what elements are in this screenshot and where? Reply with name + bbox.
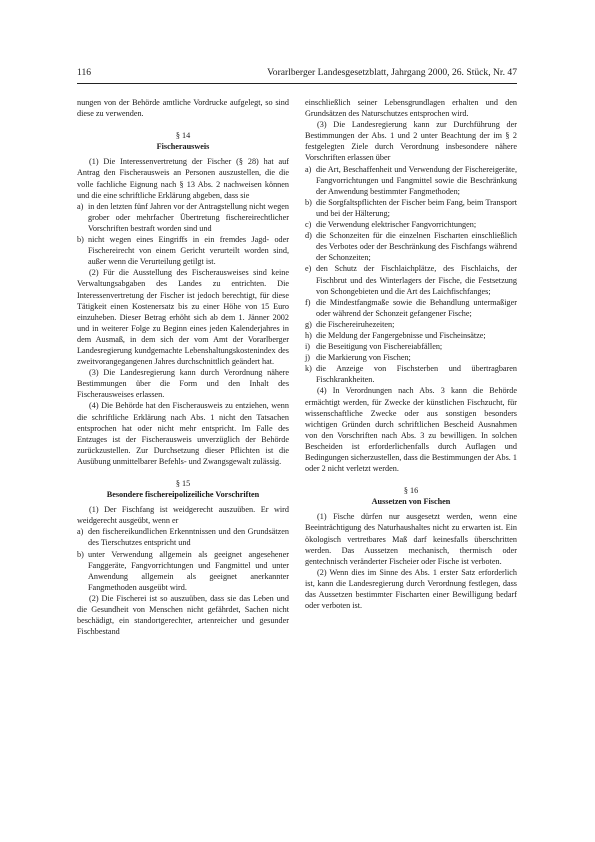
paragraph: einschließlich seiner Lebensgrundlagen erhalten und den Grundsätzen des Naturschutzes entsprochen wird.	[305, 98, 517, 119]
section-title: Fischerausweis	[156, 142, 210, 152]
list-key: b)	[77, 235, 84, 245]
list-item	[305, 197, 517, 219]
list-text: in den letzten fünf Jahren vor der Antragstellung nicht wegen grober oder mehrfacher Übertretung fischereirechtlicher Vorschriften bestraft worden sind und	[88, 201, 289, 233]
page-header	[77, 67, 517, 79]
list-text: die Fischereiruhezeiten;	[316, 319, 395, 329]
list-key: h)	[305, 330, 312, 340]
list-item	[77, 201, 289, 234]
list-text: die Anzeige von Fischsterben und übertragbaren Fischkrankheiten.	[316, 364, 517, 385]
list-text: die Sorgfaltspflichten der Fischer beim Fang, beim Transport und bei der Hälterung;	[316, 197, 517, 218]
list-item	[305, 352, 517, 363]
list-key: j)	[305, 353, 311, 363]
paragraph: (1) Der Fischfang ist weidgerecht auszuüben. Er wird weidgerecht ausgeübt, wenn er	[77, 505, 289, 526]
list-key: a)	[77, 527, 84, 537]
right-column	[305, 97, 517, 611]
paragraph: (3) Die Landesregierung kann zur Durchführung der Bestimmungen der Abs. 1 und 2 unter Beachtung der im § 2 festgelegten Ziele durch Verordnung insbesondere nähere Vorschriften erlassen über	[305, 120, 517, 163]
paragraph: (4) In Verordnungen nach Abs. 3 kann die Behörde ermächtigt werden, für Zwecke der künstlichen Fischzucht, für wissenschaftliche Zwecke oder aus sonstigen besonders wichtigen Gründen durch schriftlichen Bescheid Ausnahmen von den Vorschriften nach Abs. 3 zu bewilligen. In solchen Bescheiden ist erforderlichenfalls durch Auflagen und Bedingungen sicherzustellen, dass die Bestimmungen der Abs. 1 oder 2 nicht verletzt werden.	[305, 386, 517, 474]
header-rule	[77, 83, 517, 84]
list-key: f)	[305, 297, 311, 307]
list-text: die Art, Beschaffenheit und Verwendung der Fischereigeräte, Fangvorrichtungen und Fangmittel sowie die Beschränkung der Anwendung bestimmter Fangmethoden;	[316, 164, 517, 196]
section-number: § 14	[175, 131, 191, 141]
list-item	[305, 263, 517, 296]
list-item	[305, 164, 517, 197]
paragraph: nungen von der Behörde amtliche Vordrucke aufgelegt, so sind diese zu verwenden.	[77, 98, 289, 119]
paragraph: (4) Die Behörde hat den Fischerausweis zu entziehen, wenn die schriftliche Erklärung nach Abs. 1 nicht den Tatsachen entsprochen hat oder nicht mehr entspricht. Im Falle des Entzuges ist der Fischerausweis unverzüglich der Behörde zurückzustellen. Zur Durchsetzung dieser Pflichten ist die Ausübung unmittelbarer Befehls- und Zwangsgewalt zulässig.	[77, 401, 289, 466]
list-item	[305, 219, 517, 230]
paragraph: (2) Wenn dies im Sinne des Abs. 1 erster Satz erforderlich ist, kann die Landesregierung durch Verordnung festlegen, dass das Aussetzen bestimmter Fischarten einer Bewilligung bedarf oder verboten ist.	[305, 567, 517, 611]
left-column	[77, 97, 289, 637]
running-title: Vorarlberger Landesgesetzblatt, Jahrgang 2000, 26. Stück, Nr. 47	[267, 67, 517, 78]
list-key: a)	[77, 201, 84, 211]
list-item	[305, 330, 517, 341]
section-heading	[77, 478, 289, 500]
section-heading	[77, 130, 289, 152]
section-number: § 15	[175, 479, 191, 488]
section-title: Besondere fischereipolizeiliche Vorschriften	[106, 490, 260, 500]
list-item	[77, 234, 289, 267]
list-item	[77, 526, 289, 548]
paragraph: (2) Die Fischerei ist so auszuüben, dass sie das Leben und die Gesundheit von Menschen nicht gefährdet, Sachen nicht beschädigt, ein standortgerechter, artenreicher und gesunder Fischbestand	[77, 593, 289, 637]
list-text: die Beseitigung von Fischereiabfällen;	[316, 342, 443, 352]
page-number: 116	[77, 67, 92, 78]
list-key: a)	[305, 164, 312, 174]
list-key: i)	[305, 342, 311, 352]
list-item	[77, 549, 289, 593]
section-heading	[305, 485, 517, 507]
list-text: die Verwendung elektrischer Fangvorrichtungen;	[316, 220, 477, 230]
list-key: b)	[305, 197, 312, 207]
list-text: die Schonzeiten für die einzelnen Fischarten einschließlich des Verbotes oder der Beschränkung des Fischfangs während der Schonzeiten;	[316, 231, 517, 263]
paragraph: (1) Fische dürfen nur ausgesetzt werden, wenn eine Beeinträchtigung des Naturhaushaltes nicht zu erwarten ist. Ein ökologisch vertretbares Maß darf keinesfalls überschritten werden. Das Aussetzen mechanisch, thermisch oder gentechnisch veränderter Fischeier oder Fische ist verboten.	[305, 512, 517, 566]
list-key: b)	[77, 549, 84, 559]
list-text: den fischereikundlichen Erkenntnissen und den Grundsätzen des Tierschutzes entspricht und	[88, 527, 289, 548]
list-item	[305, 297, 517, 319]
list-key: d)	[305, 231, 312, 241]
list-key: g)	[305, 319, 312, 329]
list-text: unter Verwendung allgemein als geeignet angesehener Fanggeräte, Fangvorrichtungen und Fangmittel und unter Anwendung allgemein als geeignet anerkannter Fangmethoden ausgeübt wird.	[88, 549, 289, 592]
list-item	[305, 341, 517, 352]
paragraph: (2) Für die Ausstellung des Fischerausweises sind keine Verwaltungsabgaben des Landes zu entrichten. Die Interessenvertretung der Fischer ist jedoch berechtigt, für diese Tätigkeit einen Kostenersatz bis zu einer Höhe von 15 Euro einzuheben. Dieser Betrag erhöht sich ab dem 1. Jänner 2002 und in weiterer Folge zu Beginn eines jeden Kalenderjahres in dem Ausmaß, in dem sich der vom Amt der Vorarlberger Landesregierung kundgemachte Lebenshaltungskostenindex des zweitvorangegangenen Jahres durchschnittlich geändert hat.	[77, 268, 289, 367]
paragraph: (1) Die Interessenvertretung der Fischer (§ 28) hat auf Antrag den Fischerausweis an Personen auszustellen, die die volle fachliche Eignung nach § 13 Abs. 2 nachweisen können und die eine schriftliche Erklärung abgeben, dass sie	[77, 157, 289, 200]
list-item	[305, 319, 517, 330]
list-text: die Meldung der Fangergebnisse und Fischeinsätze;	[316, 330, 486, 340]
list-item	[305, 363, 517, 385]
list-text: die Markierung von Fischen;	[316, 353, 411, 363]
list-text: die Mindestfangmaße sowie die Behandlung untermaßiger oder während der Schonzeit gefangener Fische;	[316, 297, 517, 318]
list-text: den Schutz der Fischlaichplätze, des Fischlaichs, der Fischbrut und des Winterlagers der Fische, die Festsetzung von Schongebieten und die Art des Laichfischfanges;	[316, 264, 517, 296]
list-key: e)	[305, 264, 312, 274]
list-key: c)	[305, 220, 312, 230]
section-number: § 16	[403, 486, 419, 496]
list-item	[305, 230, 517, 263]
paragraph: (3) Die Landesregierung kann durch Verordnung nähere Bestimmungen über die Form und den Inhalt des Fischerausweises erlassen.	[77, 368, 289, 400]
section-title: Aussetzen von Fischen	[371, 497, 451, 507]
list-text: nicht wegen eines Eingriffs in ein fremdes Jagd- oder Fischereirecht von einem Gericht verurteilt worden sind, außer wenn die Verurteilung getilgt ist.	[88, 235, 289, 267]
list-key: k)	[305, 364, 312, 374]
